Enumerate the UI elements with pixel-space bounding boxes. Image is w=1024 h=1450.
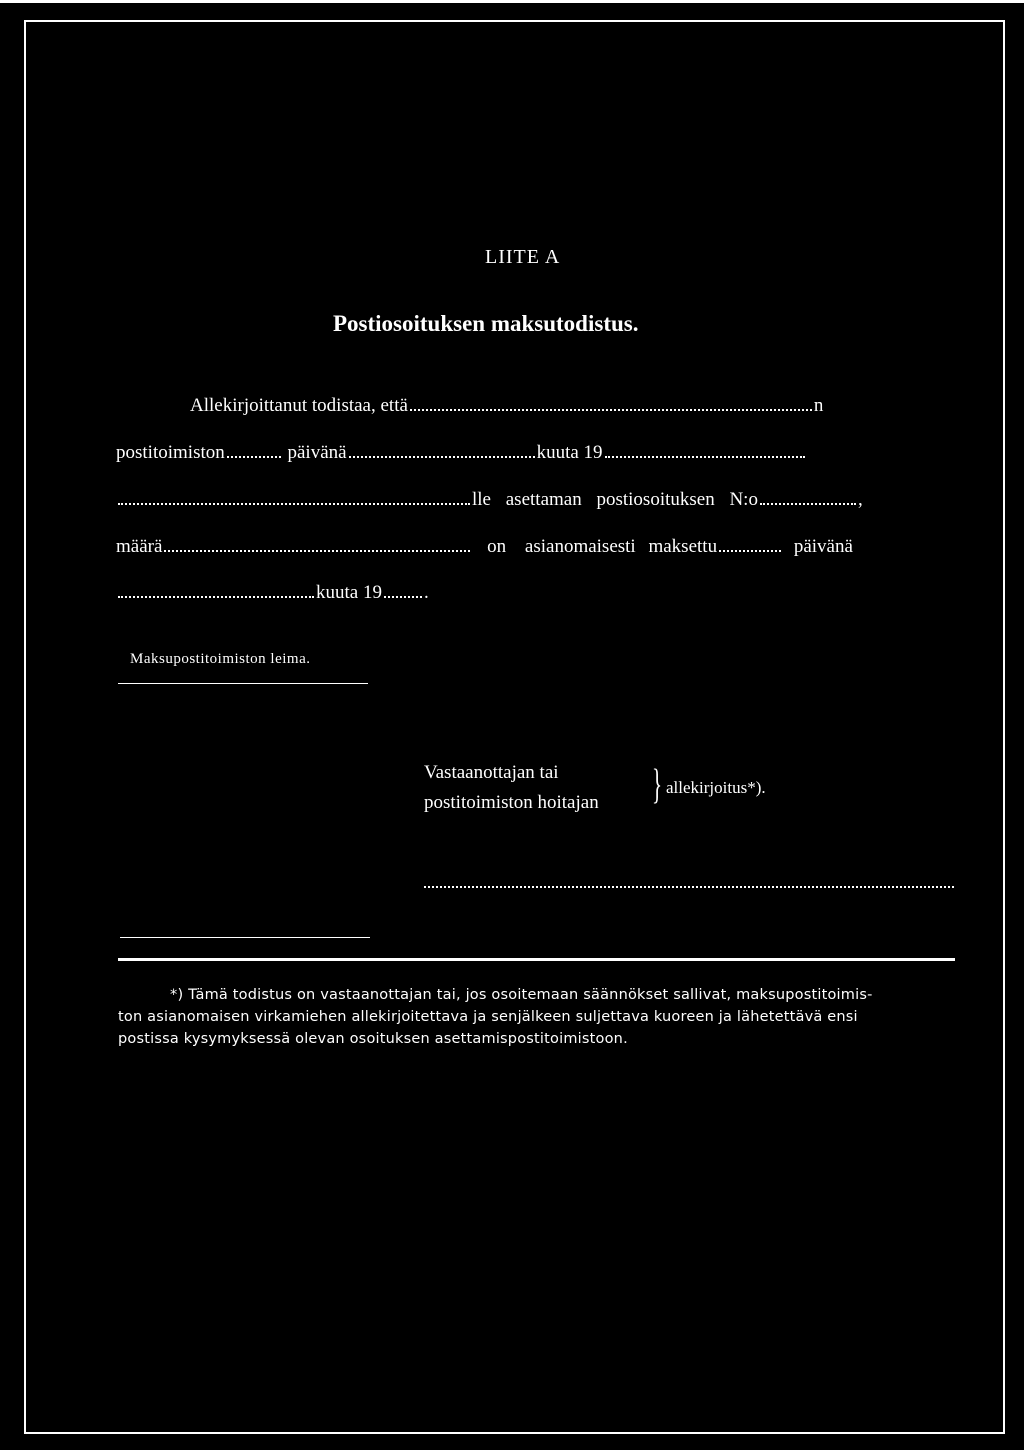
line2-office: postitoimiston: [116, 442, 225, 463]
body-line-4: [116, 536, 853, 558]
line3-postiosoituksen: postiosoituksen: [596, 489, 715, 510]
line3-end: ,: [857, 489, 863, 510]
footnote-line-3: postissa kysymyksessä olevan osoituksen asettamispostitoimistoon.: [118, 1031, 628, 1047]
annex-label: LIITE A: [485, 246, 561, 268]
fill-blank-office: [227, 456, 281, 458]
body-line-5: [116, 582, 429, 604]
line3-number-label: N:o: [729, 489, 758, 510]
signature-line-2: postitoimiston hoitajan: [424, 792, 599, 813]
line4-on: on: [487, 536, 507, 557]
line4-amount: määrä: [116, 536, 163, 557]
line4-asianomaisesti: asianomaisesti: [524, 536, 636, 557]
fill-blank-year: [605, 456, 805, 458]
fill-blank-sender: [118, 503, 470, 505]
fill-blank-recipient: [410, 409, 812, 411]
footnote: [118, 984, 956, 1050]
footnote-line-2: ton asianomaisen virkamiehen allekirjoitettava ja senjälkeen suljettava kuoreen ja lähetettävä ensi: [118, 1009, 858, 1025]
line2-month: kuuta 19: [536, 442, 603, 463]
fill-blank-paid-month: [118, 596, 314, 598]
signature-line-1: Vastaanottajan tai: [424, 762, 559, 783]
document-title: Postiosoituksen maksutodistus.: [333, 311, 639, 336]
body-line-2: [116, 442, 807, 464]
line1-end: n: [813, 395, 824, 416]
short-divider: [120, 937, 370, 938]
body-line-1: [190, 395, 823, 417]
page-frame: [24, 20, 1005, 1434]
stamp-underline: [118, 683, 368, 684]
line1-text: Allekirjoittanut todistaa, että: [190, 395, 408, 416]
line2-day: päivänä: [287, 442, 347, 463]
footnote-divider: [118, 958, 955, 961]
fill-blank-amount: [164, 550, 470, 552]
top-border-line: [0, 0, 1024, 3]
line4-day: päivänä: [793, 536, 853, 557]
fill-blank-day: [349, 456, 535, 458]
body-line-3: [116, 489, 863, 511]
footnote-line-1: *) Tämä todistus on vastaanottajan tai, jos osoitemaan säännökset sallivat, maksupostitoimis-: [170, 987, 873, 1003]
stamp-label: Maksupostitoimiston leima.: [130, 651, 311, 667]
line3-asettaman: asettaman: [505, 489, 582, 510]
line5-month: kuuta 19: [316, 582, 382, 603]
line3-lle: lle: [472, 489, 491, 510]
fill-blank-number: [760, 503, 856, 505]
line4-maksettu: maksettu: [648, 536, 718, 557]
line5-end: .: [423, 582, 429, 603]
signature-blank: [424, 886, 954, 888]
fill-blank-paid-year: [384, 596, 422, 598]
signature-suffix: allekirjoitus*).: [666, 778, 766, 797]
fill-blank-paid-day: [719, 550, 781, 552]
curly-brace-icon: }: [652, 762, 663, 808]
